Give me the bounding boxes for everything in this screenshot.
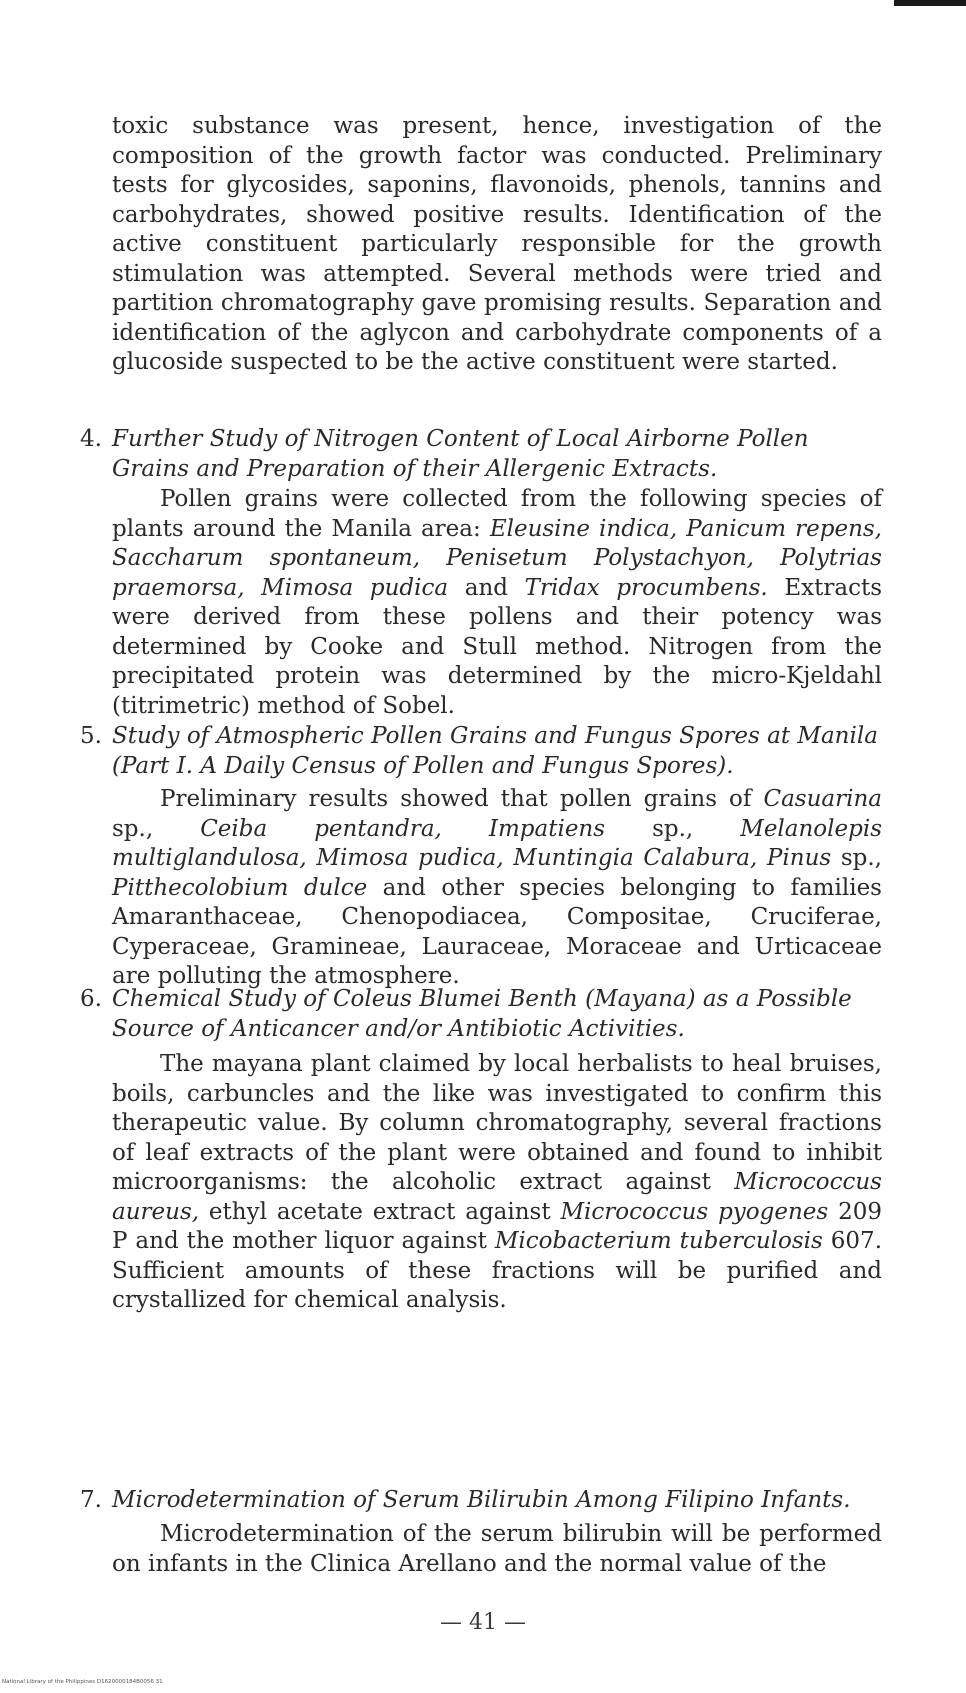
item-6-body: [112, 1050, 882, 1316]
section-item-4: [80, 425, 882, 484]
item-title: Microdetermination of Serum Bilirubin Among Filipino Infants.: [112, 1487, 851, 1513]
item-title: Study of Atmospheric Pollen Grains and Fungus Spores at Manila (Part I. A Daily Census of Pollen and Fungus Spores).: [112, 723, 878, 779]
item-paragraph: Microdetermination of the serum bilirubin will be performed on infants in the Clinica Arellano and the normal value of the: [112, 1521, 882, 1577]
item-paragraph: The mayana plant claimed by local herbalists to heal bruises, boils, carbuncles and the like was investigated to confirm this therapeutic value. By column chromatography, several fractions of leaf extracts of the plant were obtained and found to inhibit microorganisms: the alcoholic extract against Micrococcus aureus, ethyl acetate extract against Micrococcus pyogenes 209 P and the mother liquor against Micobacterium tuberculosis 607. Sufficient amounts of these fractions will be purified and crystallized for chemical analysis.: [112, 1051, 883, 1313]
item-number: 6.: [80, 986, 102, 1012]
item-paragraph: Preliminary results showed that pollen grains of Casuarina sp., Ceiba pentandra, Impatiens sp., Melanolepis multiglandulosa, Mimosa pudica, Muntingia Calabura, Pinus sp., Pitthecolobium dulce and other species belonging to families Amaranthaceae, Chenopodiacea, Compositae, Cruciferae, Cyperaceae, Gramineae, Lauraceae, Moraceae and Urticaceae are polluting the atmosphere.: [112, 786, 883, 989]
paragraph-text: toxic substance was present, hence, investigation of the composition of the growth factor was conducted. Preliminary tests for glycosides, saponins, flavonoids, phenols, tannins and carbohydrates, showed positive results. Identification of the active constituent particularly responsible for the growth stimulation was attempted. Several methods were tried and partition chromatography gave promising results. Separation and identification of the aglycon and carbohydrate components of a glucoside suspected to be the active constituent were started.: [112, 113, 882, 375]
library-footer: National Library of the Philippines D1620000184B0056 31: [2, 1679, 163, 1685]
item-title: Further Study of Nitrogen Content of Local Airborne Pollen Grains and Preparation of their Allergenic Extracts.: [112, 426, 809, 482]
intro-paragraph: [112, 112, 882, 378]
item-paragraph: Pollen grains were collected from the following species of plants around the Manila area: Eleusine indica, Panicum repens, Saccharum spontaneum, Penisetum Polystachyon, Polytrias praemorsa, Mimosa pudica and Tridax procumbens. Extracts were derived from these pollens and their potency was determined by Cooke and Stull method. Nitrogen from the precipitated protein was determined by the micro-Kjeldahl (titrimetric) method of Sobel.: [112, 486, 882, 719]
item-5-body: [112, 785, 882, 992]
scan-edge-mark: [894, 0, 966, 6]
section-item-5: [80, 722, 882, 781]
section-item-6: [80, 985, 882, 1044]
item-7-body: [112, 1520, 882, 1579]
page-number: — 41 —: [440, 1610, 526, 1635]
item-number: 5.: [80, 723, 102, 749]
section-item-7: [80, 1486, 882, 1516]
item-number: 4.: [80, 426, 102, 452]
item-number: 7.: [80, 1487, 102, 1513]
item-title: Chemical Study of Coleus Blumei Benth (Mayana) as a Possible Source of Anticancer and/or Antibiotic Activities.: [112, 986, 852, 1042]
item-4-body: [112, 485, 882, 721]
